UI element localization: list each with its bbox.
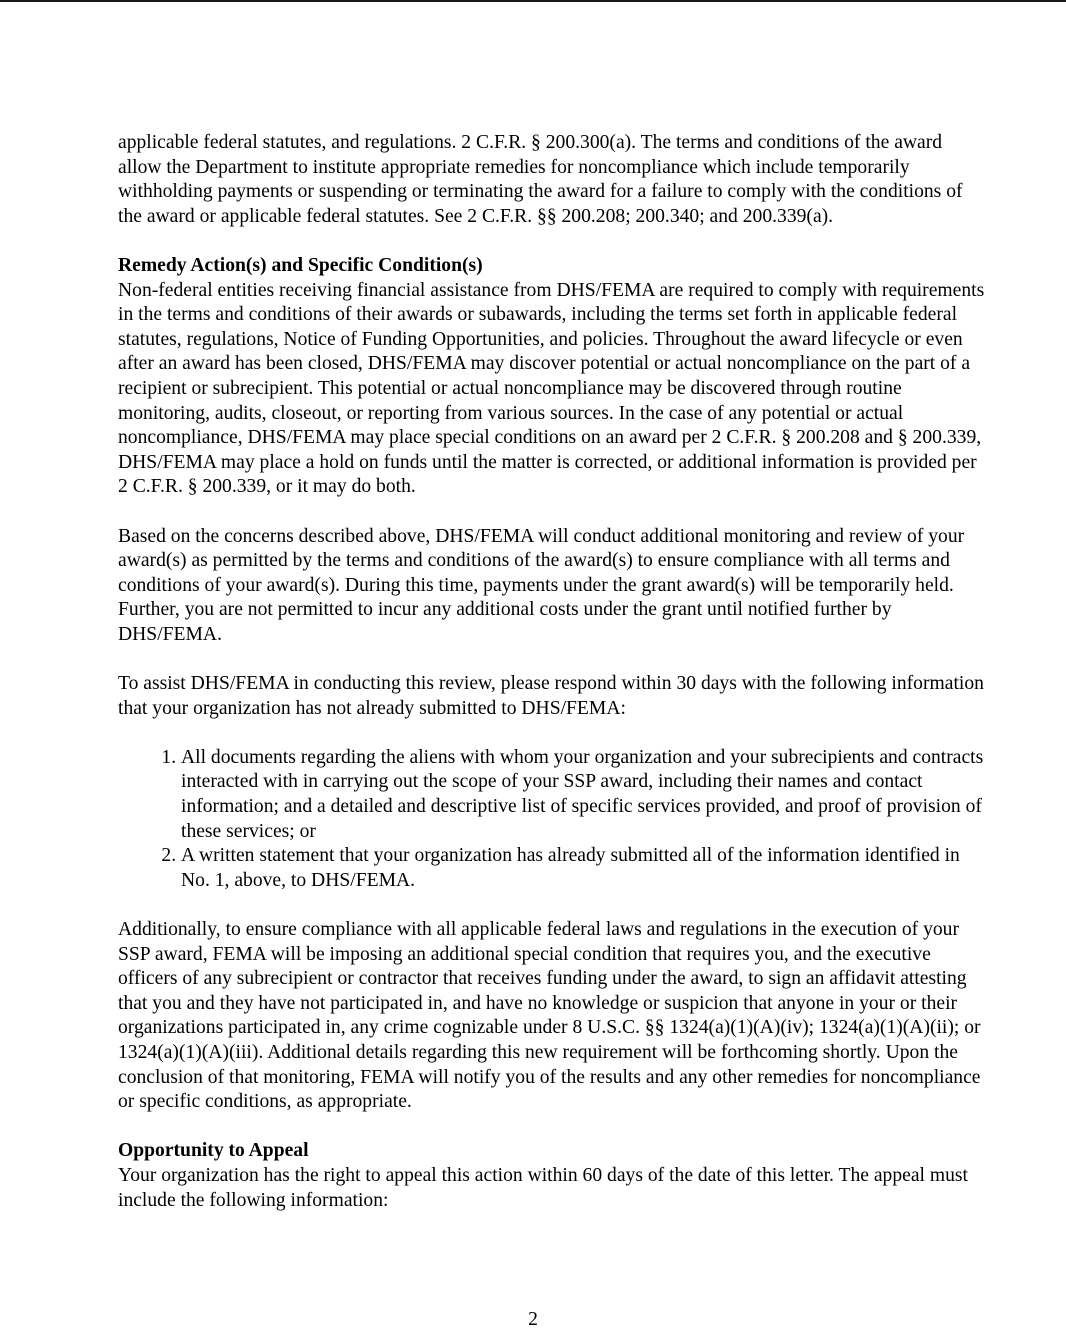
page-number: 2 bbox=[528, 1309, 538, 1330]
requested-information-list bbox=[118, 746, 990, 894]
list-item: 2. A written statement that your organization has already submitted all of the information identified in No. 1, above, to DHS/FEMA. bbox=[181, 844, 990, 893]
appeal-heading: Opportunity to Appeal bbox=[118, 1140, 309, 1162]
remedy-paragraph-1: Non-federal entities receiving financial assistance from DHS/FEMA are required to comply with requirements in the terms and conditions of their awards or subawards, including the terms set forth in applicable federal statutes, regulations, Notice of Funding Opportunities, and policies. Throughout the award lifecycle or even after an award has been closed, DHS/FEMA may discover potential or actual noncompliance on the part of a recipient or subrecipient. This potential or actual noncompliance may be discovered through routine monitoring, audits, closeout, or reporting from various sources. In the case of any potential or actual noncompliance, DHS/FEMA may place special conditions on an award per 2 C.F.R. § 200.208 and § 200.339, DHS/FEMA may place a hold on funds until the matter is corrected, or additional information is provided per 2 C.F.R. § 200.339, or it may do both. bbox=[118, 279, 985, 498]
document-body bbox=[118, 131, 990, 1238]
remedy-section bbox=[118, 254, 990, 1115]
remedy-paragraph-4: Additionally, to ensure compliance with all applicable federal laws and regulations in the execution of your SSP award, FEMA will be imposing an additional special condition that requires you, and the executive officers of any subrecipient or contractor that receives funding under the award, to sign an affidavit attesting that you and they have not participated in, and have no knowledge or suspicion that anyone in your or their organizations participated in, any crime cognizable under 8 U.S.C. §§ 1324(a)(1)(A)(iv); 1324(a)(1)(A)(ii); or 1324(a)(1)(A)(iii). Additional details regarding this new requirement will be forthcoming shortly. Upon the conclusion of that monitoring, FEMA will notify you of the results and any other remedies for noncompliance or specific conditions, as appropriate. bbox=[118, 919, 981, 1113]
list-item: 1. All documents regarding the aliens with whom your organization and your subrecipients and contracts interacted with in carrying out the scope of your SSP award, including their names and contact information; and a detailed and descriptive list of specific services provided, and proof of provision of these services; or bbox=[181, 746, 990, 844]
appeal-paragraph-1: Your organization has the right to appeal this action within 60 days of the date of this letter. The appeal must include the following information: bbox=[118, 1164, 968, 1211]
remedy-paragraph-3: To assist DHS/FEMA in conducting this review, please respond within 30 days with the following information that your organization has not already submitted to DHS/FEMA: bbox=[118, 673, 984, 719]
appeal-section bbox=[118, 1139, 990, 1213]
intro-paragraph: applicable federal statutes, and regulations. 2 C.F.R. § 200.300(a). The terms and conditions of the award allow the Department to institute appropriate remedies for noncompliance which include temporarily withholding payments or suspending or terminating the award for a failure to comply with the conditions of the award or applicable federal statutes. See 2 C.F.R. §§ 200.208; 200.340; and 200.339(a). bbox=[118, 132, 963, 227]
top-border-line bbox=[0, 0, 1066, 2]
remedy-heading: Remedy Action(s) and Specific Condition(s) bbox=[118, 254, 483, 276]
remedy-paragraph-2: Based on the concerns described above, DHS/FEMA will conduct additional monitoring and review of your award(s) as permitted by the terms and conditions of the award(s) to ensure compliance with all terms and conditions of your award(s). During this time, payments under the grant award(s) will be temporarily held. Further, you are not permitted to incur any additional costs under the grant until notified further by DHS/FEMA. bbox=[118, 525, 965, 645]
